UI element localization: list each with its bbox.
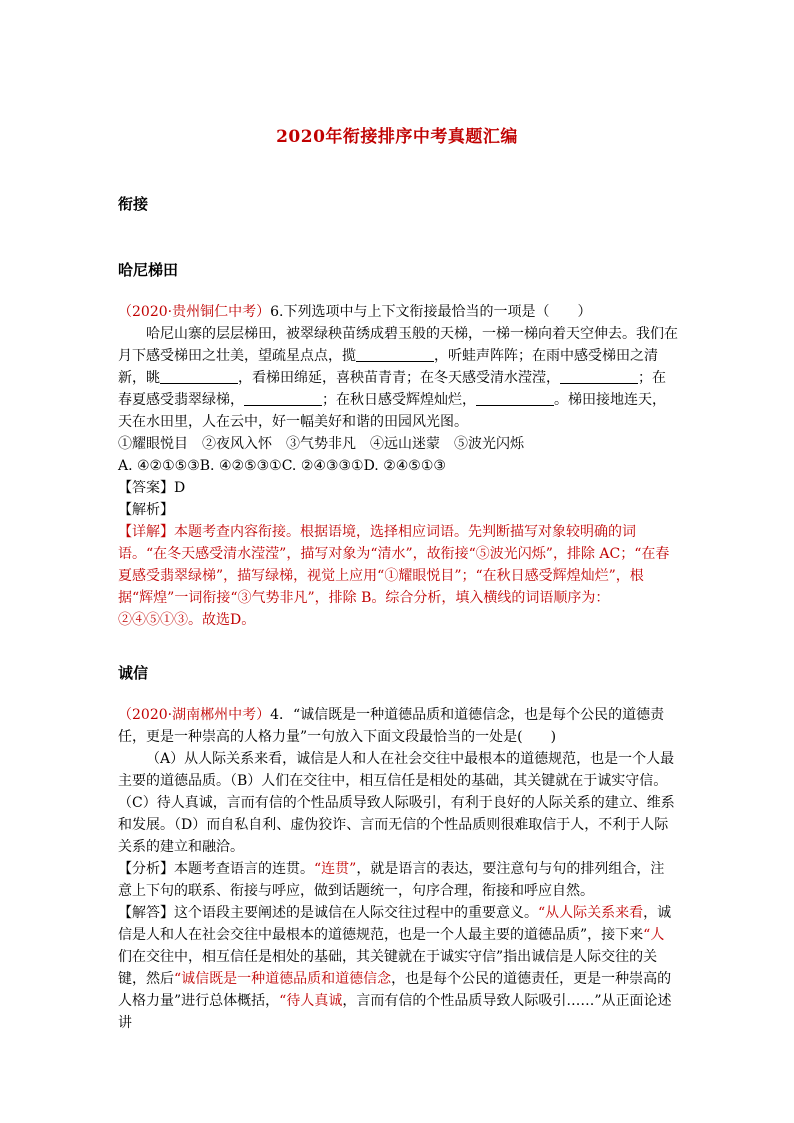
fill-blank-4: [244, 391, 322, 406]
question-2-stem: （2020·湖南郴州中考）4．“诚信既是一种道德品质和道德信念，也是每个公民的道德责任，更是一种崇高的人格力量”一句放入下面文段最恰当的一处是( ): [118, 707, 665, 745]
section-heading-xianjie: 衔接: [118, 195, 149, 213]
subheading-hani-terraces: 哈尼梯田: [118, 261, 179, 279]
question-1-source: （2020·贵州铜仁中考）: [118, 304, 271, 320]
question-2-jieda: 【解答】这个语段主要阐述的是诚信在人际交往过程中的重要意义。“从人际关系来看，诚信是人和人在社会交往中最根本的道德规范，也是一个人最主要的道德品质”，接下来“人们在交往中，相互信任是相处的基础，其关键就在于诚实守信”指出诚信是人际交往的关键，然后“诚信既是一种道德品质和道德信念，也是每个公民的道德责任，更是一种崇高的人格力量”进行总体概括，“待人真诚，言而有信的个性品质导致人际吸引……”从正面论述讲: [118, 905, 672, 1031]
question-2-fenxi: 【分析】本题考查语言的连贯。“连贯”，就是语言的表达，要注意句与句的排列组合，注意上下句的联系、衔接与呼应，做到话题统一，句序合理，衔接和呼应自然。: [118, 861, 665, 899]
question-1-options: A. ④②①⑤③B. ④②⑤③①C. ②④③③①D. ②④⑤①③: [118, 458, 446, 474]
fill-blank-3: [560, 369, 638, 384]
question-1-analysis-label: 【解析】: [118, 502, 174, 518]
question-1-stem: （2020·贵州铜仁中考）6.下列选项中与上下文衔接最恰当的一项是（ ）: [118, 304, 592, 320]
section-heading-chengxin: 诚信: [118, 664, 149, 682]
fill-blank-1: [356, 347, 434, 362]
question-2-passage: （A）从人际关系来看，诚信是人和人在社会交往中最根本的道德规范，也是一个人最主要的道德品质。（B）人们在交往中，相互信任是相处的基础，其关键就在于诚实守信。（C）待人真诚，言而有信的个性品质导致人际吸引，有利于良好的人际关系的建立、维系和发展。（D）而自私自利、虚伪狡诈、言而无信的个性品质则很难取信于人，不利于人际关系的建立和融洽。: [118, 751, 675, 855]
question-1-passage: 哈尼山寨的层层梯田，被翠绿秧苗绣成碧玉般的天梯，一梯一梯向着天空伸去。我们在月下感受梯田之壮美，望疏星点点，揽 ，听蛙声阵阵；在雨中感受梯田之清新，眺 ，看梯田绵延，喜秧苗青青；在冬天感受清水滢滢， ；在春夏感受翡翠绿梯， ；在秋日感受辉煌灿烂， 。梯田接地连天，天在水田里，人在云中，好一幅美好和谐的田园风光图。: [118, 326, 678, 430]
question-2-source: （2020·湖南郴州中考）: [118, 707, 271, 723]
page-title: 2020年衔接排序中考真题汇编: [276, 127, 518, 147]
question-2: [118, 704, 678, 1034]
question-1-detail: 【详解】本题考查内容衔接。根据语境，选择相应词语。先判断描写对象较明确的词语。“在冬天感受清水滢滢”，描写对象为“清水”，故衔接“⑤波光闪烁”，排除 AC；“在春夏感受翡翠绿梯”，描写绿梯，视觉上应用“①耀眼悦目”；“在秋日感受辉煌灿烂”，根据“辉煌”一词衔接“③气势非凡”，排除 B。综合分析，填入横线的词语顺序为：②④⑤①③。故选D。: [118, 524, 670, 628]
fill-blank-5: [476, 391, 554, 406]
question-1-answer: 【答案】D: [118, 480, 186, 496]
question-1-items: ①耀眼悦目 ②夜风入怀 ③气势非凡 ④远山迷蒙 ⑤波光闪烁: [118, 436, 524, 452]
fill-blank-2: [160, 369, 238, 384]
question-1: [118, 301, 678, 631]
